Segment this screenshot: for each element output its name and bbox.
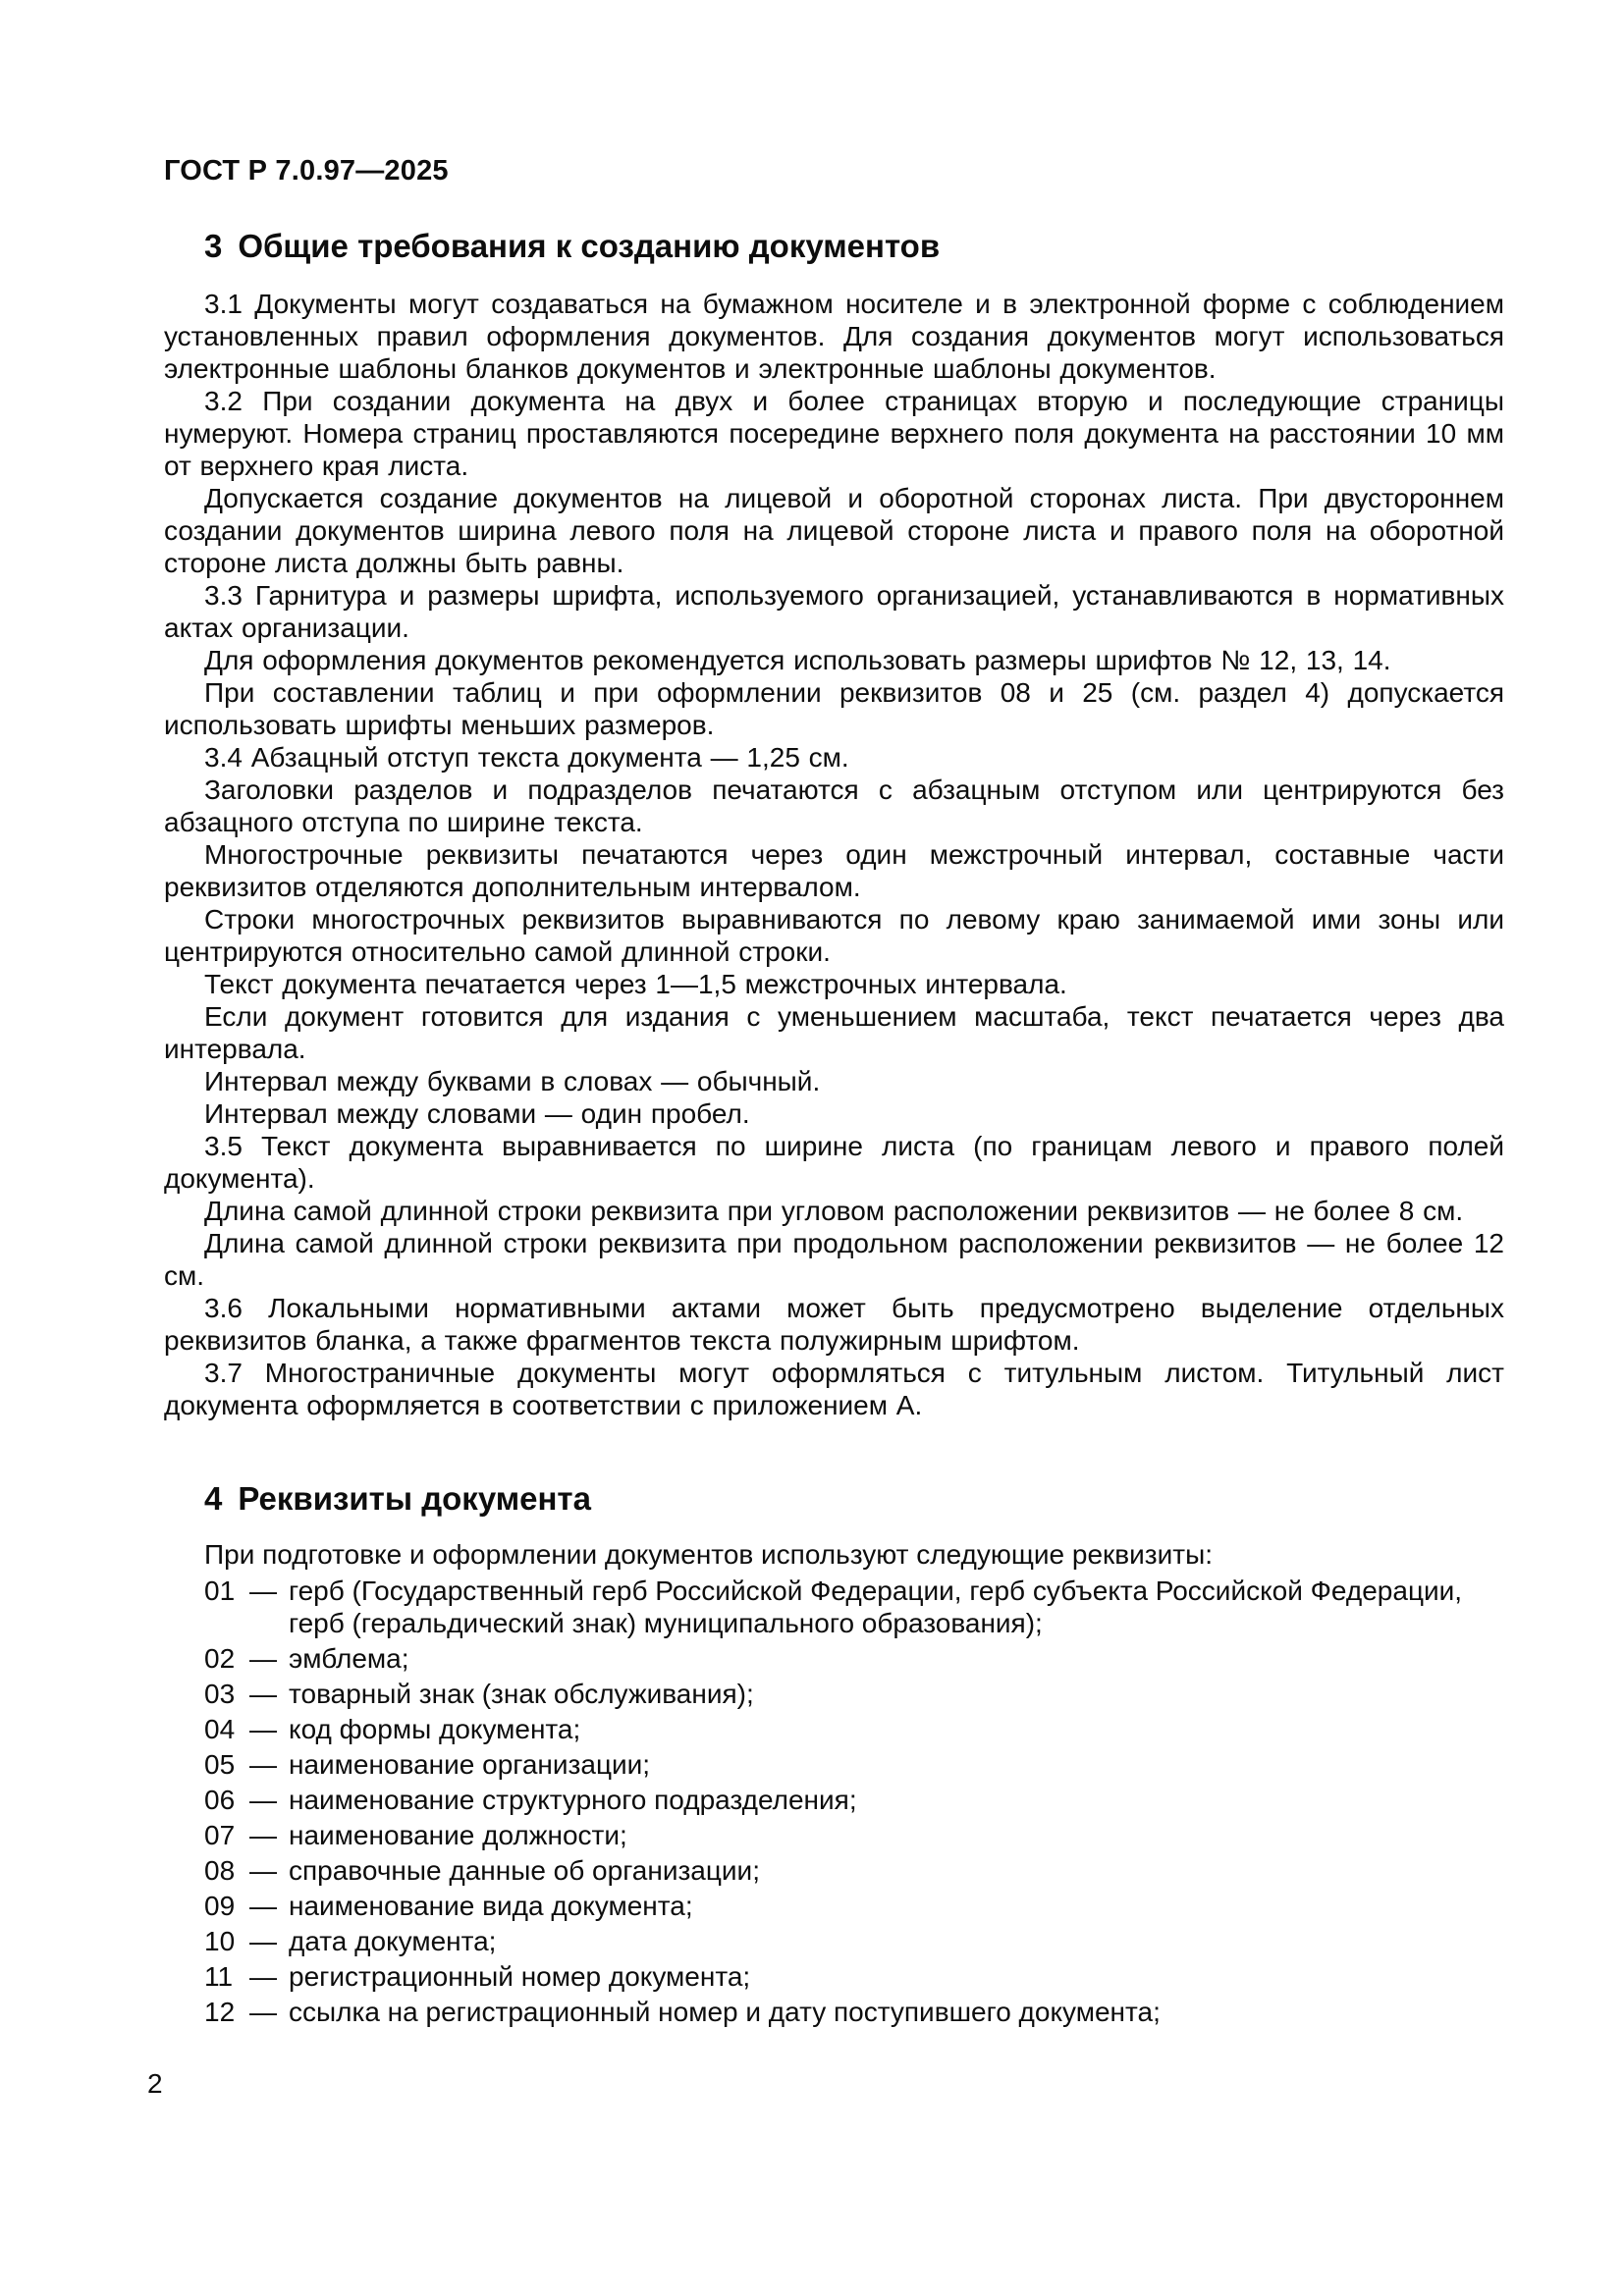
- requisite-item: [204, 1819, 1504, 1851]
- item-dash: —: [249, 1643, 277, 1674]
- paragraph: Для оформления документов рекомендуется использовать размеры шрифтов № 12, 13, 14.: [204, 645, 1391, 675]
- item-dash: —: [249, 1926, 277, 1956]
- item-number: 07: [204, 1820, 236, 1850]
- section-3-body: [164, 288, 1504, 1421]
- section-3-heading: [204, 228, 1504, 265]
- requisite-item: [204, 1960, 1504, 1993]
- section-3-title: Общие требования к созданию документов: [238, 228, 941, 264]
- paragraph: Длина самой длинной строки реквизита при продольном расположении реквизитов — не более 12 см.: [164, 1228, 1504, 1291]
- item-number: 08: [204, 1855, 236, 1886]
- item-number: 09: [204, 1891, 236, 1921]
- paragraph: Если документ готовится для издания с уменьшением масштаба, текст печатается через два интервала.: [164, 1001, 1504, 1064]
- requisite-item: [204, 1925, 1504, 1957]
- paragraph: Допускается создание документов на лицевой и оборотной сторонах листа. При двустороннем создании документов ширина левого поля на лицевой стороне листа и правого поля на оборотной стороне листа должны быть равны.: [164, 483, 1504, 578]
- item-text: герб (Государственный герб Российской Федерации, герб субъекта Российской Федерации, герб (геральдический знак) муниципального образования);: [289, 1575, 1463, 1638]
- paragraph: Заголовки разделов и подразделов печатаются с абзацным отступом или центрируются без абзацного отступа по ширине текста.: [164, 774, 1504, 837]
- item-text: ссылка на регистрационный номер и дату поступившего документа;: [289, 1997, 1161, 2027]
- item-number: 11: [204, 1961, 234, 1992]
- item-text: код формы документа;: [289, 1714, 581, 1744]
- page-number: 2: [147, 2068, 163, 2099]
- paragraph: Длина самой длинной строки реквизита при угловом расположении реквизитов — не более 8 см.: [204, 1196, 1464, 1226]
- item-text: регистрационный номер документа;: [289, 1961, 751, 1992]
- requisite-item: [204, 1890, 1504, 1922]
- item-dash: —: [249, 1679, 277, 1709]
- item-text: наименование организации;: [289, 1749, 651, 1780]
- item-text: наименование структурного подразделения;: [289, 1785, 857, 1815]
- paragraph: 3.7 Многостраничные документы могут оформляться с титульным листом. Титульный лист документа оформляется в соответствии с приложением А.: [164, 1358, 1504, 1420]
- item-number: 04: [204, 1714, 236, 1744]
- item-dash: —: [249, 1785, 277, 1815]
- item-number: 01: [204, 1575, 236, 1606]
- paragraph: При составлении таблиц и при оформлении реквизитов 08 и 25 (см. раздел 4) допускается использовать шрифты меньших размеров.: [164, 677, 1504, 740]
- item-number: 06: [204, 1785, 236, 1815]
- paragraph: 3.6 Локальными нормативными актами может быть предусмотрено выделение отдельных реквизитов бланка, а также фрагментов текста полужирным шрифтом.: [164, 1293, 1504, 1356]
- paragraph: 3.3 Гарнитура и размеры шрифта, используемого организацией, устанавливаются в нормативных актах организации.: [164, 580, 1504, 643]
- paragraph: 3.2 При создании документа на двух и более страницах вторую и последующие страницы нумеруют. Номера страниц проставляются посередине верхнего поля документа на расстоянии 10 мм от верхнего края листа.: [164, 386, 1504, 481]
- page-header: ГОСТ Р 7.0.97—2025: [164, 155, 449, 187]
- item-number: 03: [204, 1679, 236, 1709]
- item-dash: —: [249, 1891, 277, 1921]
- paragraph: Текст документа печатается через 1—1,5 межстрочных интервала.: [204, 969, 1067, 999]
- item-number: 10: [204, 1926, 236, 1956]
- section-4-heading: [204, 1480, 1504, 1518]
- item-dash: —: [249, 1714, 277, 1744]
- paragraph: 3.1 Документы могут создаваться на бумажном носителе и в электронной форме с соблюдением установленных правил оформления документов. Для создания документов могут использоваться электронные шаблоны бланков документов и электронные шаблоны документов.: [164, 289, 1504, 384]
- requisite-item: [204, 1642, 1504, 1675]
- item-text: товарный знак (знак обслуживания);: [289, 1679, 754, 1709]
- section-3-number: 3: [204, 228, 223, 264]
- paragraph: Многострочные реквизиты печатаются через один межстрочный интервал, составные части реквизитов отделяются дополнительным интервалом.: [164, 839, 1504, 902]
- item-dash: —: [249, 1997, 277, 2027]
- requisite-item: [204, 1678, 1504, 1710]
- paragraph: Интервал между словами — один пробел.: [204, 1098, 750, 1129]
- item-text: дата документа;: [289, 1926, 497, 1956]
- section-4-title: Реквизиты документа: [238, 1480, 591, 1517]
- item-dash: —: [249, 1820, 277, 1850]
- paragraph: 3.5 Текст документа выравнивается по ширине листа (по границам левого и правого полей документа).: [164, 1131, 1504, 1194]
- requisite-item: [204, 1854, 1504, 1887]
- item-number: 05: [204, 1749, 236, 1780]
- requisite-item: [204, 1996, 1504, 2028]
- item-dash: —: [249, 1749, 277, 1780]
- requisites-intro: При подготовке и оформлении документов используют следующие реквизиты:: [204, 1539, 1214, 1570]
- requisite-item: [204, 1575, 1504, 1639]
- requisites-list: [204, 1575, 1504, 2028]
- item-dash: —: [249, 1855, 277, 1886]
- item-dash: —: [249, 1575, 277, 1606]
- requisite-item: [204, 1748, 1504, 1781]
- requisite-item: [204, 1713, 1504, 1745]
- paragraph: Строки многострочных реквизитов выравниваются по левому краю занимаемой ими зоны или центрируются относительно самой длинной строки.: [164, 904, 1504, 967]
- item-number: 12: [204, 1997, 236, 2027]
- item-text: наименование вида документа;: [289, 1891, 693, 1921]
- item-number: 02: [204, 1643, 236, 1674]
- section-4-number: 4: [204, 1480, 223, 1517]
- item-text: эмблема;: [289, 1643, 409, 1674]
- paragraph: Интервал между буквами в словах — обычный.: [204, 1066, 821, 1096]
- item-text: наименование должности;: [289, 1820, 627, 1850]
- paragraph: 3.4 Абзацный отступ текста документа — 1,25 см.: [204, 742, 849, 773]
- item-dash: —: [249, 1961, 277, 1992]
- requisite-item: [204, 1784, 1504, 1816]
- item-text: справочные данные об организации;: [289, 1855, 760, 1886]
